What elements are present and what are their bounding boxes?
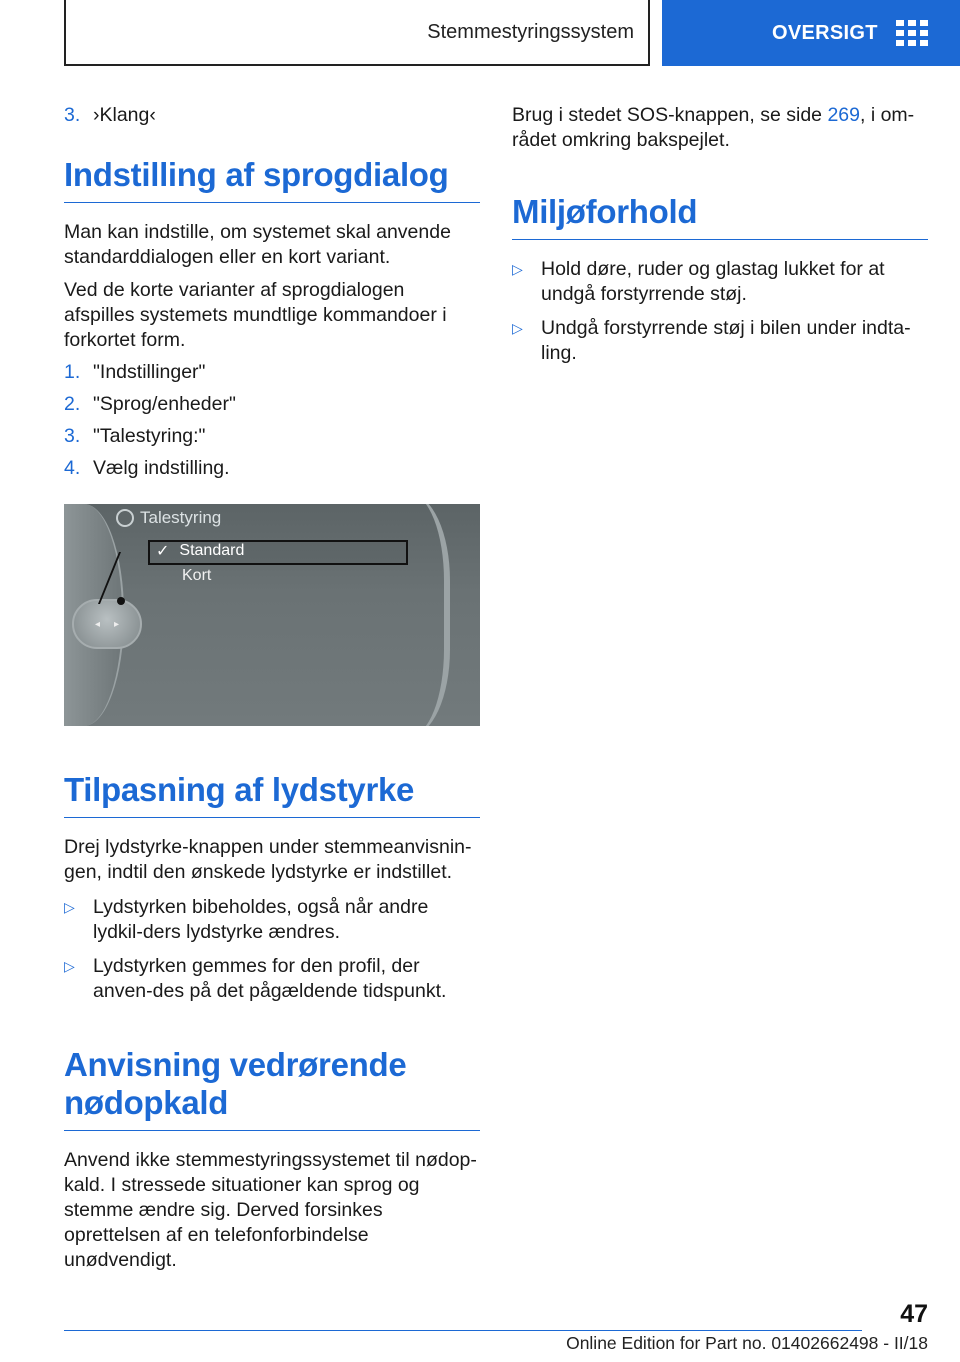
- step-number: 4.: [64, 457, 81, 479]
- step-text: Vælg indstilling.: [93, 457, 230, 479]
- paragraph: Drej lydstyrke-knappen under stemmeanvisnin-gen, indtil den ønskede lydstyrke er indstillet.: [64, 836, 472, 883]
- controller-knob-icon: ◂ ▸: [72, 599, 142, 649]
- bullet-text: Lydstyrken gemmes for den profil, der anven-des på det pågældende tidspunkt.: [93, 955, 447, 1002]
- triangle-bullet-icon: ▷: [64, 958, 75, 974]
- list-item: [64, 895, 480, 945]
- overview-label: OVERSIGT: [772, 21, 878, 44]
- header-section-box: [64, 0, 650, 66]
- list-item: [64, 360, 480, 385]
- checkmark-icon: ✓: [156, 543, 170, 560]
- list-item: [512, 316, 928, 366]
- edition-text: Online Edition for Part no. 01402662498 - II/18: [566, 1333, 928, 1353]
- text: Brug i stedet SOS-knappen, se side: [512, 104, 828, 126]
- triangle-bullet-icon: ▷: [512, 320, 523, 336]
- heading-noedopkald: Anvisning vedrørende nødopkald: [64, 1046, 480, 1131]
- list-item: [512, 257, 928, 307]
- pointer-dot: [117, 597, 125, 605]
- step-number: 3.: [64, 425, 81, 447]
- triangle-bullet-icon: ▷: [64, 899, 75, 915]
- heading-miljoeforhold: Miljøforhold: [512, 193, 928, 240]
- bullet-text: Hold døre, ruder og glastag lukket for at undgå forstyrrende støj.: [541, 258, 885, 305]
- list-item: [64, 392, 480, 417]
- step-number: 2.: [64, 393, 81, 415]
- idrive-screen-image: [64, 504, 480, 726]
- list-item: [64, 103, 480, 128]
- step-text: "Sprog/enheder": [93, 393, 236, 415]
- screen-option-standard: [156, 541, 244, 561]
- triangle-bullet-icon: ▷: [512, 261, 523, 277]
- footer-rule: [64, 1330, 862, 1331]
- step-text: "Indstillinger": [93, 361, 206, 383]
- step-text: ›Klang‹: [93, 104, 156, 126]
- heading-sprogdialog: Indstilling af sprogdialog: [64, 156, 480, 203]
- section-title: Stemmestyringssystem: [427, 20, 634, 43]
- list-item: [64, 456, 480, 481]
- steps-list: [64, 360, 480, 481]
- gear-icon: [116, 509, 134, 527]
- step-text: "Talestyring:": [93, 425, 206, 447]
- page-link[interactable]: 269: [827, 104, 860, 126]
- heading-lydstyrke: Tilpasning af lydstyrke: [64, 771, 480, 818]
- bullet-text: Lydstyrken bibeholdes, også når andre lydkil-ders lydstyrke ændres.: [93, 896, 429, 943]
- screen-title-text: Talestyring: [140, 508, 222, 527]
- paragraph: Anvend ikke stemmestyringssystemet til nødop-kald. I stressede situationer kan sprog og stemme ændre sig. Derved forsinkes oprettelsen af en telefonforbindelse unødvendigt.: [64, 1149, 477, 1271]
- page-number: 47: [900, 1300, 928, 1328]
- screen-bezel: [410, 504, 450, 726]
- step-number: 3.: [64, 104, 81, 126]
- bullet-text: Undgå forstyrrende støj i bilen under indta-ling.: [541, 317, 911, 364]
- text: , i om-rådet omkring bakspejlet.: [512, 104, 915, 151]
- left-column: [64, 103, 480, 1273]
- paragraph: [512, 103, 928, 153]
- grid-icon: [896, 20, 928, 46]
- step-number: 1.: [64, 361, 81, 383]
- screen-option-kort: Kort: [182, 567, 212, 584]
- right-column: [512, 103, 928, 366]
- screen-title: [116, 508, 221, 528]
- list-item: [64, 424, 480, 449]
- paragraph: Man kan indstille, om systemet skal anvende standarddialogen eller en kort variant.: [64, 221, 451, 268]
- option-label: Standard: [179, 542, 245, 559]
- paragraph: Ved de korte varianter af sprogdialogen afspilles systemets mundtlige kommandoer i forkortet form.: [64, 279, 447, 351]
- overview-button[interactable]: [662, 0, 960, 66]
- list-item: [64, 954, 480, 1004]
